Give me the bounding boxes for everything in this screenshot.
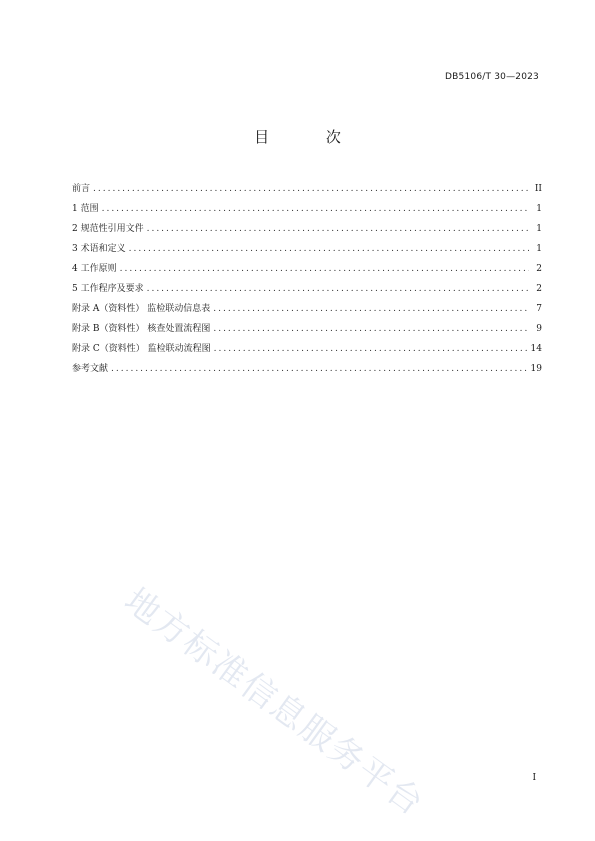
page-title: 目 次: [254, 128, 367, 146]
toc-entry-bibliography[interactable]: [72, 359, 542, 379]
toc-dot-leader: [147, 219, 529, 239]
toc-entry-page: 14: [530, 344, 542, 354]
toc-entry-label: 前言: [72, 184, 91, 194]
toc-dot-leader: [111, 359, 528, 379]
page-number: I: [532, 773, 536, 783]
toc-entry-label: 附录 A（资料性） 监检联动信息表: [72, 304, 211, 314]
toc-entry-page: 7: [536, 304, 542, 314]
toc-entry-label: 3 术语和定义: [72, 244, 126, 254]
toc-entry-label: 附录 B（资料性） 核查处置流程图: [72, 324, 211, 334]
toc-entry-appendix-a[interactable]: [72, 299, 542, 319]
toc-entry-working-principles[interactable]: [72, 259, 542, 279]
toc-entry-procedures-requirements[interactable]: [72, 279, 542, 299]
toc-dot-leader: [214, 339, 528, 359]
toc-entry-scope[interactable]: [72, 199, 542, 219]
toc-entry-page: 1: [536, 244, 542, 254]
toc-dot-leader: [213, 319, 529, 339]
toc-entry-page: II: [534, 184, 542, 194]
toc-entry-page: 2: [536, 284, 542, 294]
toc-entry-page: 1: [536, 204, 542, 214]
toc-entry-label: 参考文献: [72, 364, 109, 374]
toc-dot-leader: [129, 239, 529, 259]
document-code: DB5106/T 30—2023: [445, 72, 539, 82]
toc-entry-page: 1: [536, 224, 542, 234]
toc-entry-page: 2: [536, 264, 542, 274]
table-of-contents: [72, 179, 542, 379]
toc-entry-page: 19: [530, 364, 542, 374]
toc-entry-foreword[interactable]: [72, 179, 542, 199]
toc-entry-label: 4 工作原则: [72, 264, 117, 274]
toc-entry-appendix-c[interactable]: [72, 339, 542, 359]
toc-entry-page: 9: [536, 324, 542, 334]
toc-entry-terms-definitions[interactable]: [72, 239, 542, 259]
toc-entry-appendix-b[interactable]: [72, 319, 542, 339]
toc-entry-label: 2 规范性引用文件: [72, 224, 144, 234]
toc-dot-leader: [93, 179, 529, 199]
toc-dot-leader: [120, 259, 529, 279]
toc-dot-leader: [147, 279, 529, 299]
toc-dot-leader: [102, 199, 529, 219]
toc-entry-label: 1 范围: [72, 204, 99, 214]
toc-entry-label: 附录 C（资料性） 监检联动流程图: [72, 344, 211, 354]
watermark: 地方标准信息服务平台: [116, 580, 432, 825]
toc-dot-leader: [213, 299, 529, 319]
toc-entry-normative-references[interactable]: [72, 219, 542, 239]
toc-entry-label: 5 工作程序及要求: [72, 284, 144, 294]
